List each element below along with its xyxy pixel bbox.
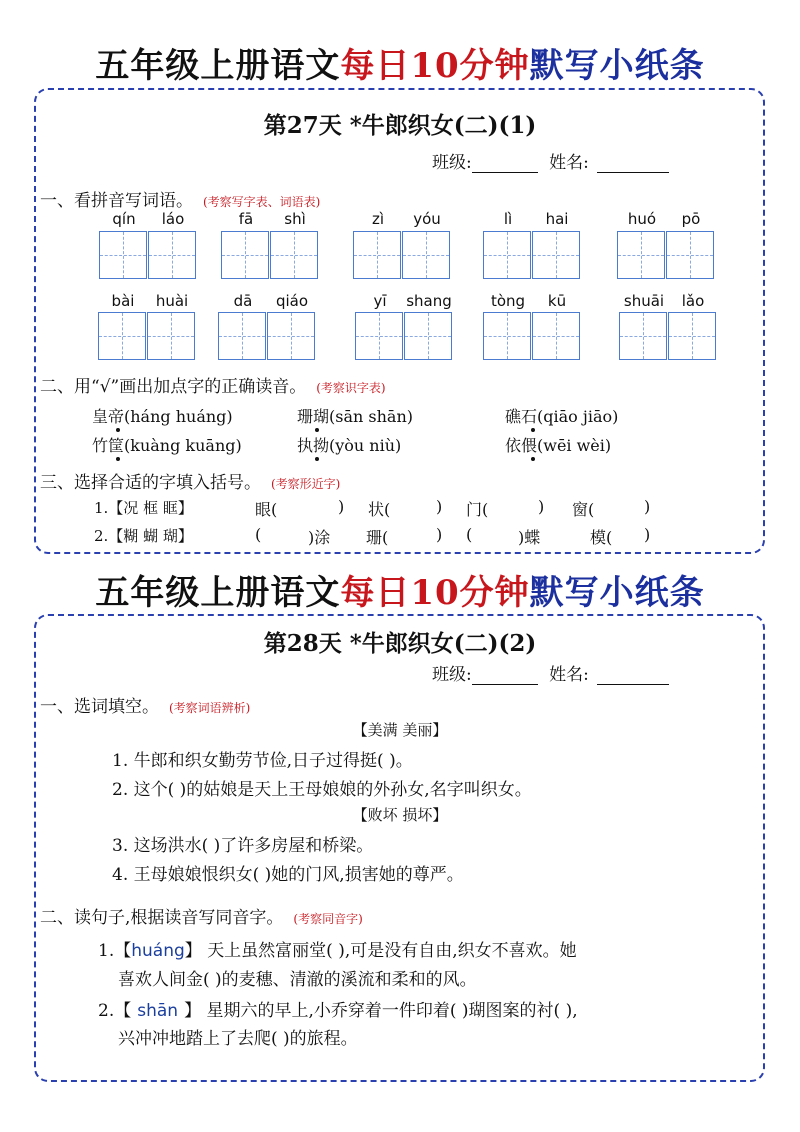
section-heading-text: 二、读句子,根据读音写同音字。 (40, 908, 284, 928)
title-part2: 每日10分钟 (340, 573, 530, 613)
pinyin-label: shang (406, 292, 452, 310)
pinyin-label: fā (238, 210, 254, 228)
reading-item: 珊瑚(sān shān) (297, 407, 413, 426)
writing-box[interactable] (353, 231, 401, 279)
class-label: 班级: (432, 665, 472, 685)
title-part2: 每日10分钟 (340, 46, 530, 86)
question-text: 星期六的早上,小乔穿着一件印着( )瑚图案的衬( ), (206, 1001, 578, 1021)
pinyin-label: yóu (413, 210, 441, 228)
question-text: 天上虽然富丽堂( ),可是没有自由,织女不喜欢。她 (207, 941, 577, 961)
pinyin-label: zì (371, 210, 385, 228)
fill-blank: )涂 (308, 528, 331, 547)
writing-box[interactable] (532, 312, 580, 360)
header-title (0, 38, 800, 87)
writing-box[interactable] (148, 231, 196, 279)
title-part3: 默写小纸条 (529, 573, 705, 613)
pinyin-label: qín (112, 210, 136, 228)
fill-blank: ( (466, 525, 473, 544)
class-blank[interactable] (472, 154, 538, 173)
writing-box[interactable] (666, 231, 714, 279)
pinyin-label: hai (545, 210, 569, 228)
bracket-end: 】 (184, 941, 202, 961)
question (98, 996, 578, 1021)
writing-box[interactable] (221, 231, 269, 279)
section-note: (考察写字表、词语表) (203, 195, 321, 209)
writing-box[interactable] (619, 312, 667, 360)
emphasis-dot (531, 428, 535, 432)
question-text: 喜欢人间金( )的麦穗、清澈的溪流和柔和的风。 (118, 970, 477, 990)
question: 3. 这场洪水( )了许多房屋和桥梁。 (112, 836, 374, 856)
writing-box[interactable] (99, 231, 147, 279)
pinyin-label: qiáo (275, 292, 309, 310)
day-title: 第28天 *牛郎织女(二)(2) (263, 630, 537, 657)
pinyin-label: pō (681, 210, 701, 228)
writing-box[interactable] (404, 312, 452, 360)
name-blank[interactable] (597, 666, 669, 685)
writing-box[interactable] (218, 312, 266, 360)
name-blank[interactable] (597, 154, 669, 173)
pinyin-tag: huáng (131, 941, 185, 961)
pinyin-label: shuāi (623, 292, 665, 310)
question (98, 936, 577, 961)
choice-label: 2.【糊 蝴 瑚】 (94, 527, 193, 545)
pinyin-label: shì (284, 210, 306, 228)
day-title: 第27天 *牛郎织女(二)(1) (263, 112, 537, 139)
emphasis-dot (315, 457, 319, 461)
fill-blank: ) (538, 497, 545, 516)
fill-blank: ) (644, 497, 651, 516)
emphasis-dot (531, 457, 535, 461)
question-number: 1.【 (98, 941, 132, 961)
writing-box[interactable] (267, 312, 315, 360)
section-heading-text: 一、看拼音写词语。 (40, 191, 193, 211)
title-part1: 五年级上册语文 (95, 573, 341, 613)
writing-box[interactable] (483, 312, 531, 360)
section-heading-text: 二、用“√”画出加点字的正确读音。 (40, 377, 307, 397)
writing-box[interactable] (355, 312, 403, 360)
word-group: 【败坏 损坏】 (352, 806, 448, 824)
writing-box[interactable] (617, 231, 665, 279)
writing-box[interactable] (270, 231, 318, 279)
word-group: 【美满 美丽】 (352, 721, 448, 739)
question-number: 2.【 (98, 1001, 132, 1021)
fill-blank: 门( (466, 500, 489, 519)
question: 1. 牛郎和织女勤劳节俭,日子过得挺( )。 (112, 751, 413, 771)
pinyin-label: huó (627, 210, 657, 228)
writing-box[interactable] (402, 231, 450, 279)
writing-box[interactable] (98, 312, 146, 360)
fill-blank: ) (436, 497, 443, 516)
section-heading-text: 一、选词填空。 (40, 697, 159, 717)
class-name-row (432, 660, 669, 685)
reading-item: 竹筐(kuàng kuāng) (92, 436, 242, 455)
section-heading (40, 692, 250, 717)
pinyin-label: lǎo (681, 292, 705, 310)
fill-blank: 状( (368, 500, 391, 519)
reading-item: 依偎(wēi wèi) (505, 436, 612, 455)
pinyin-label: láo (161, 210, 185, 228)
emphasis-dot (116, 428, 120, 432)
reading-item: 皇帝(háng huáng) (92, 407, 233, 426)
fill-blank: 模( (590, 528, 613, 547)
pinyin-label: huài (155, 292, 189, 310)
title-part3: 默写小纸条 (529, 46, 705, 86)
class-label: 班级: (432, 153, 472, 173)
pinyin-label: dā (233, 292, 253, 310)
fill-blank: ) (338, 497, 345, 516)
pinyin-label: kū (547, 292, 567, 310)
question: 2. 这个( )的姑娘是天上王母娘娘的外孙女,名字叫织女。 (112, 780, 532, 800)
fill-blank: )蝶 (518, 528, 541, 547)
writing-box[interactable] (668, 312, 716, 360)
section-note: (考察形近字) (271, 477, 341, 491)
question-text: 兴冲冲地踏上了去爬( )的旅程。 (118, 1029, 358, 1049)
fill-blank: 窗( (572, 500, 595, 519)
writing-box[interactable] (532, 231, 580, 279)
section-heading (40, 372, 386, 397)
pinyin-label: bài (111, 292, 135, 310)
section-heading (40, 468, 340, 493)
fill-blank: 珊( (366, 528, 389, 547)
pinyin-label: tòng (490, 292, 526, 310)
fill-blank: ( (255, 525, 262, 544)
choice-label: 1.【况 框 眶】 (94, 499, 193, 517)
section-heading (40, 186, 320, 211)
reading-item: 礁石(qiāo jiāo) (505, 407, 619, 426)
question: 4. 王母娘娘恨织女( )她的门风,损害她的尊严。 (112, 865, 464, 885)
fill-blank: 眼( (255, 500, 278, 519)
pinyin-label: lì (503, 210, 513, 228)
reading-item: 执拗(yòu niù) (297, 436, 402, 455)
section-note: (考察词语辨析) (169, 701, 251, 715)
name-label: 姓名: (549, 665, 589, 685)
section-note: (考察同音字) (293, 912, 363, 926)
class-blank[interactable] (472, 666, 538, 685)
fill-blank: ) (644, 525, 651, 544)
emphasis-dot (116, 457, 120, 461)
section-note: (考察识字表) (316, 381, 386, 395)
header-title (0, 565, 800, 614)
pinyin-label: yī (373, 292, 387, 310)
fill-blank: ) (436, 525, 443, 544)
emphasis-dot (315, 428, 319, 432)
pinyin-tag: shān (137, 1001, 179, 1021)
section-heading (40, 903, 363, 928)
class-name-row (432, 148, 669, 173)
bracket-end: 】 (184, 1001, 202, 1021)
name-label: 姓名: (549, 153, 589, 173)
title-part1: 五年级上册语文 (95, 46, 341, 86)
writing-box[interactable] (147, 312, 195, 360)
writing-box[interactable] (483, 231, 531, 279)
section-heading-text: 三、选择合适的字填入括号。 (40, 473, 261, 493)
